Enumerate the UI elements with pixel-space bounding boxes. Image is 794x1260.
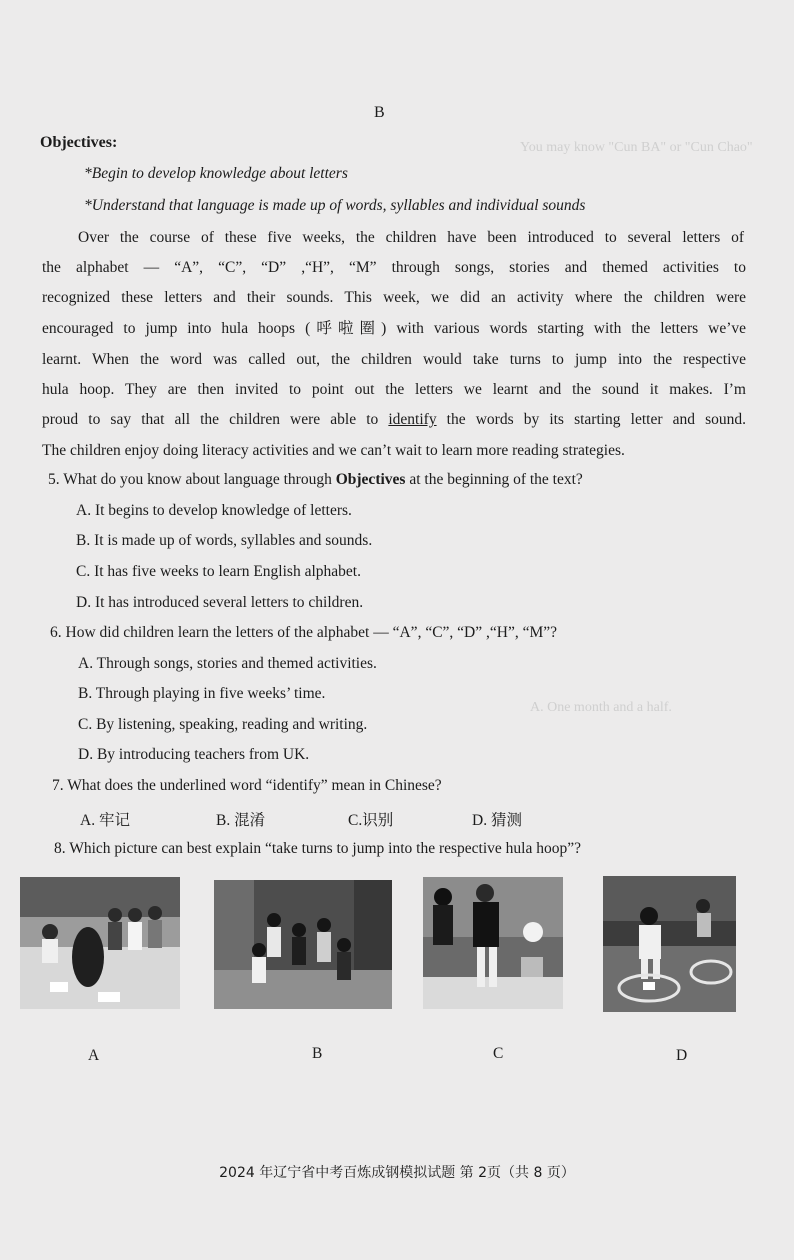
passage-line: hula hoop. They are then invited to point out the letters we learnt and the sound it makes. I’m — [42, 381, 746, 398]
picture-label-c: C — [493, 1045, 504, 1062]
picture-label-b: B — [312, 1045, 323, 1062]
q7-option-b: B. 混淆 — [216, 812, 266, 829]
objective-item: *Begin to develop knowledge about letters — [84, 165, 348, 182]
q6-option-a: A. Through songs, stories and themed activities. — [78, 655, 377, 672]
picture-label-d: D — [676, 1047, 688, 1064]
q5-option-c: C. It has five weeks to learn English alphabet. — [76, 563, 361, 580]
section-letter: B — [374, 104, 385, 121]
question-8-stem: 8. Which picture can best explain “take turns to jump into the respective hula hoop”? — [54, 840, 581, 857]
q6-option-c: C. By listening, speaking, reading and writing. — [78, 716, 368, 733]
q6-option-b: B. Through playing in five weeks’ time. — [78, 685, 326, 702]
q5-option-a: A. It begins to develop knowledge of letters. — [76, 502, 352, 519]
underlined-word: identify — [388, 411, 437, 428]
picture-b — [214, 880, 392, 1009]
picture-a — [20, 877, 180, 1009]
page-footer: 2024 年辽宁省中考百炼成钢模拟试题 第 2页（共 8 页） — [219, 1165, 575, 1181]
q7-option-d: D. 猜测 — [472, 812, 522, 829]
q5-option-d: D. It has introduced several letters to children. — [76, 594, 364, 611]
passage-line: recognized these letters and their sounds. This week, we did an activity where the children were — [42, 289, 746, 306]
question-7-stem: 7. What does the underlined word “identify” mean in Chinese? — [52, 777, 442, 794]
passage-line: The children enjoy doing literacy activities and we can’t wait to learn more reading strategies. — [42, 442, 625, 459]
objective-item: *Understand that language is made up of words, syllables and individual sounds — [84, 197, 586, 214]
question-5-stem: 5. What do you know about language through Objectives at the beginning of the text? — [48, 471, 583, 488]
bleed-through-text: You may know "Cun BA" or "Cun Chao" — [520, 140, 753, 155]
q5-option-b: B. It is made up of words, syllables and sounds. — [76, 532, 373, 549]
passage-line: encouraged to jump into hula hoops (呼啦圈) with various words starting with the letters we’ve — [42, 320, 746, 337]
question-6-stem: 6. How did children learn the letters of the alphabet — “A”, “C”, “D” ,“H”, “M”? — [50, 624, 557, 641]
passage-line: Over the course of these five weeks, the children have been introduced to several letters of — [78, 229, 744, 246]
q7-option-c: C.识别 — [348, 812, 394, 829]
objectives-heading: Objectives: — [40, 134, 118, 151]
picture-c — [423, 877, 563, 1009]
picture-d — [603, 876, 736, 1012]
bleed-through-text: A. One month and a half. — [530, 700, 672, 715]
passage-line: learnt. When the word was called out, the children would take turns to jump into the respective — [42, 351, 746, 368]
q7-option-a: A. 牢记 — [80, 812, 130, 829]
picture-label-a: A — [88, 1047, 100, 1064]
q6-option-d: D. By introducing teachers from UK. — [78, 746, 310, 763]
passage-line: proud to say that all the children were able to identify the words by its starting letter and sound. — [42, 411, 746, 428]
passage-line: the alphabet — “A”, “C”, “D” ,“H”, “M” through songs, stories and themed activities to — [42, 259, 746, 276]
